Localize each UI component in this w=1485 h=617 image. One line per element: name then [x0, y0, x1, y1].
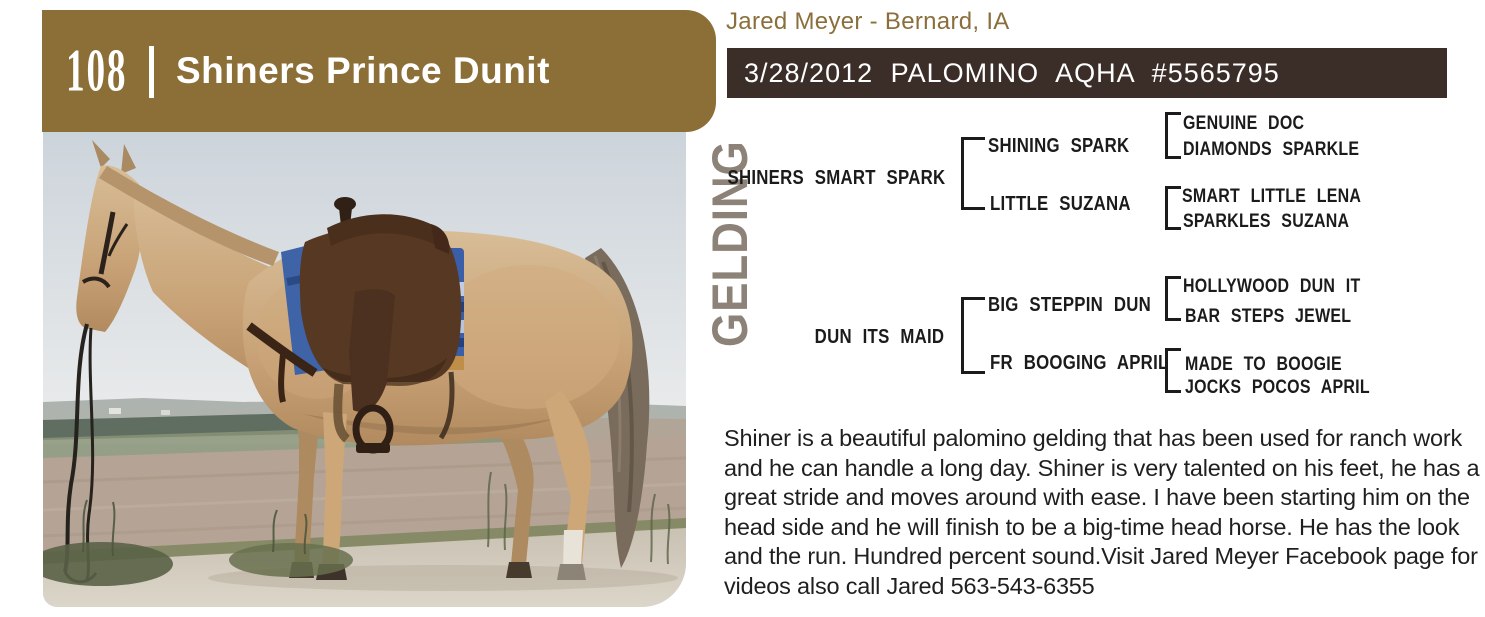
pedigree-sire-dam-dam-name: SPARKLES SUZANA: [1183, 211, 1350, 232]
hip-number: 108: [66, 37, 128, 104]
info-bar-text: 3/28/2012 PALOMINO AQHA #5565795: [744, 58, 1280, 88]
horse-photo-illustration: [43, 132, 686, 607]
sex-label: GELDING: [702, 140, 758, 347]
pedigree-sire-dam-sire-name: SMART LITTLE LENA: [1182, 186, 1362, 207]
description-line: great stride and moves around with ease. I have been starting him on the: [724, 484, 1470, 510]
catalog-header-banner: [42, 10, 716, 132]
owner-line: Jared Meyer - Bernard, IA: [726, 8, 1010, 35]
pedigree-sire-dam-name: LITTLE SUZANA: [990, 193, 1131, 215]
description-line: head side and he will finish to be a big-time head horse. He has the look: [724, 513, 1460, 540]
pedigree-sire-sire-name: SHINING SPARK: [988, 135, 1130, 157]
pedigree-dam-name: DUN ITS MAID: [814, 326, 944, 348]
horse-photo: [43, 132, 686, 607]
pedigree-dam-dam-dam-name: JOCKS POCOS APRIL: [1185, 377, 1370, 398]
pedigree-dam-dam-name: FR BOOGING APRIL: [990, 352, 1169, 374]
description-line: Shiner is a beautiful palomino gelding that has been used for ranch work: [724, 425, 1463, 451]
hip-divider: [149, 46, 154, 98]
info-bar: [727, 48, 1447, 98]
pedigree-bracket-dam: [961, 297, 964, 374]
pedigree-bracket-sire-dam: [1165, 186, 1168, 230]
pedigree-dam-sire-name: BIG STEPPIN DUN: [988, 294, 1152, 316]
pedigree-bracket-sire-sire: [1165, 112, 1168, 159]
pedigree-dam-sire-dam-name: BAR STEPS JEWEL: [1185, 306, 1352, 327]
horse-name-title: Shiners Prince Dunit: [176, 50, 550, 91]
description-line: videos also call Jared 563-543-6355: [724, 572, 1095, 599]
sale-description: [724, 424, 1479, 601]
pedigree-sire-name: SHINERS SMART SPARK: [727, 167, 945, 189]
pedigree-bracket-dam-dam: [1165, 348, 1168, 393]
pedigree-bracket-dam-sire: [1165, 276, 1168, 321]
pedigree-sire-sire-sire-name: GENUINE DOC: [1183, 113, 1305, 134]
pedigree-bracket-sire: [961, 137, 964, 210]
description-line: and the run. Hundred percent sound.Visit Jared Meyer Facebook page for: [724, 543, 1478, 569]
pedigree-dam-sire-sire-name: HOLLYWOOD DUN IT: [1183, 276, 1361, 297]
pedigree-sire-sire-dam-name: DIAMONDS SPARKLE: [1183, 139, 1360, 160]
description-line: and he can handle a long day. Shiner is very talented on his feet, he has a: [724, 454, 1480, 481]
pedigree-dam-dam-sire-name: MADE TO BOOGIE: [1185, 354, 1342, 375]
